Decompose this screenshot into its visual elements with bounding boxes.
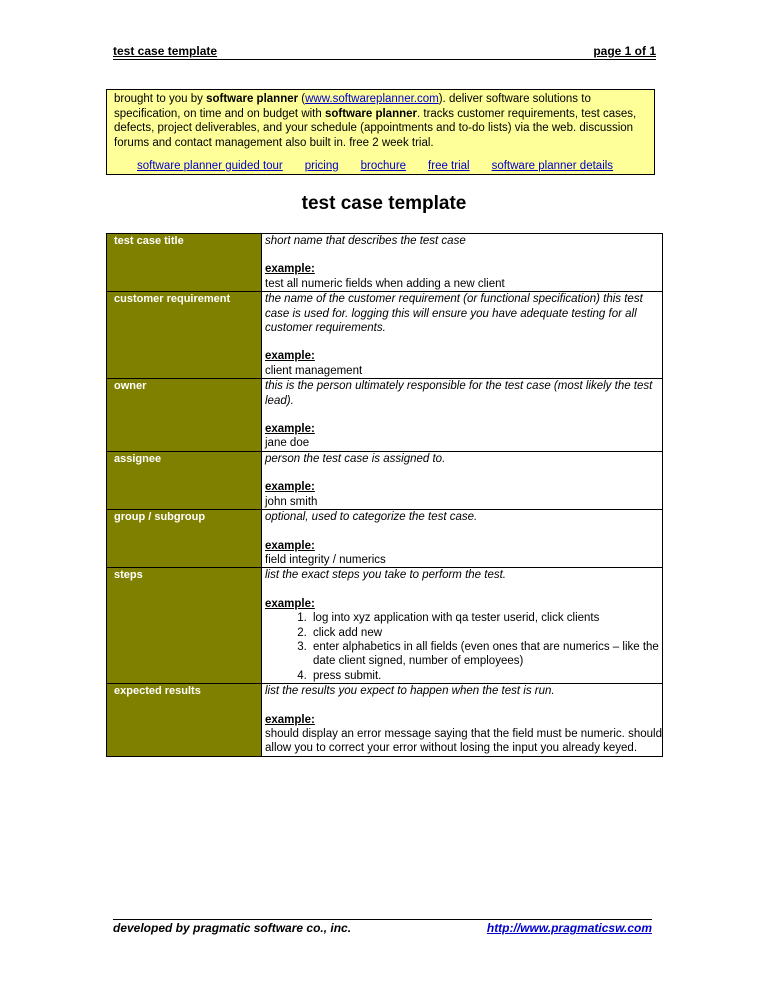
row-label: group / subgroup [107,510,262,568]
page-footer [113,919,652,935]
example-value: john smith [265,495,318,508]
example-value: should display an error message saying that the field must be numeric. should allow you to correct your error without losing the input you already keyed. [265,727,662,755]
header-title: test case template [113,44,218,58]
example-label: example: [265,263,315,276]
promo-text-1: brought to you by [114,93,207,105]
example-value: field integrity / numerics [265,553,386,566]
example-value: test all numeric fields when adding a new client [265,277,505,290]
row-description: optional, used to categorize the test case. [265,511,478,524]
example-value: client management [265,364,363,377]
row-label: owner [107,379,262,452]
example-label: example: [265,713,315,726]
row-description: this is the person ultimately responsible for the test case (most likely the test lead). [265,380,653,407]
row-description: the name of the customer requirement (or functional specification) this test case is used for. logging this will ensure you have adequate testing for all customer requirements. [265,293,643,335]
row-content [262,684,663,757]
details-link[interactable]: software planner details [491,159,614,172]
row-content [262,451,663,509]
promo-links [137,159,654,174]
row-label: expected results [107,684,262,757]
promo-text-2: ( [298,93,306,105]
table-row [107,234,663,292]
steps-list [265,611,662,683]
row-description: list the results you expect to happen when the test is run. [265,685,555,698]
footer-website-link[interactable]: http://www.pragmaticsw.com [486,921,652,935]
row-description: list the exact steps you take to perform the test. [265,569,506,582]
footer-company: developed by pragmatic software co., inc. [113,921,352,935]
row-content [262,292,663,379]
example-label: example: [265,423,315,436]
guided-tour-link[interactable]: software planner guided tour [137,159,283,172]
step-item: 4. press submit. [310,669,662,683]
table-row [107,379,663,452]
table-row [107,510,663,568]
pricing-link[interactable]: pricing [304,159,339,172]
example-label: example: [265,350,315,363]
table-row [107,451,663,509]
table-row [107,292,663,379]
header-page-number: page 1 of 1 [593,44,656,58]
table-row [107,568,663,684]
step-item: 2. click add new [310,626,662,640]
promo-brand-1: software planner [206,93,299,105]
example-label: example: [265,539,315,552]
page-title: test case template [301,193,467,214]
promo-text-3: ). deliver software solutions to specification, on time and on budget with [114,93,591,120]
promo-website-link[interactable]: www.softwareplanner.com [305,93,439,105]
example-label: example: [265,481,315,494]
test-case-table [106,233,663,757]
row-content [262,568,663,684]
row-label: steps [107,568,262,684]
row-description: short name that describes the test case [265,235,466,247]
free-trial-link[interactable]: free trial [428,159,470,172]
promo-brand-2: software planner [324,107,417,120]
row-content [262,379,663,452]
example-value: jane doe [265,437,310,450]
page-header [113,44,656,60]
promo-text-4: . tracks customer requirements, test cases, defects, project deliverables, and your schedule (appointments and to-do lists) via the web. discussion forums and contact management also built in. free 2 week trial. [114,107,637,149]
row-label: assignee [107,451,262,509]
step-item: 3. enter alphabetics in all fields (even ones that are numerics – like the date client signed, number of employees) [310,640,662,669]
row-description: person the test case is assigned to. [265,452,446,465]
step-item: 1. log into xyz application with qa tester userid, click clients [310,611,662,625]
row-content [262,234,663,292]
row-content [262,510,663,568]
row-label: customer requirement [107,292,262,379]
table-row [107,684,663,757]
example-label: example: [265,597,315,610]
row-label: test case title [107,234,262,292]
brochure-link[interactable]: brochure [360,159,407,172]
promo-box [106,89,655,175]
